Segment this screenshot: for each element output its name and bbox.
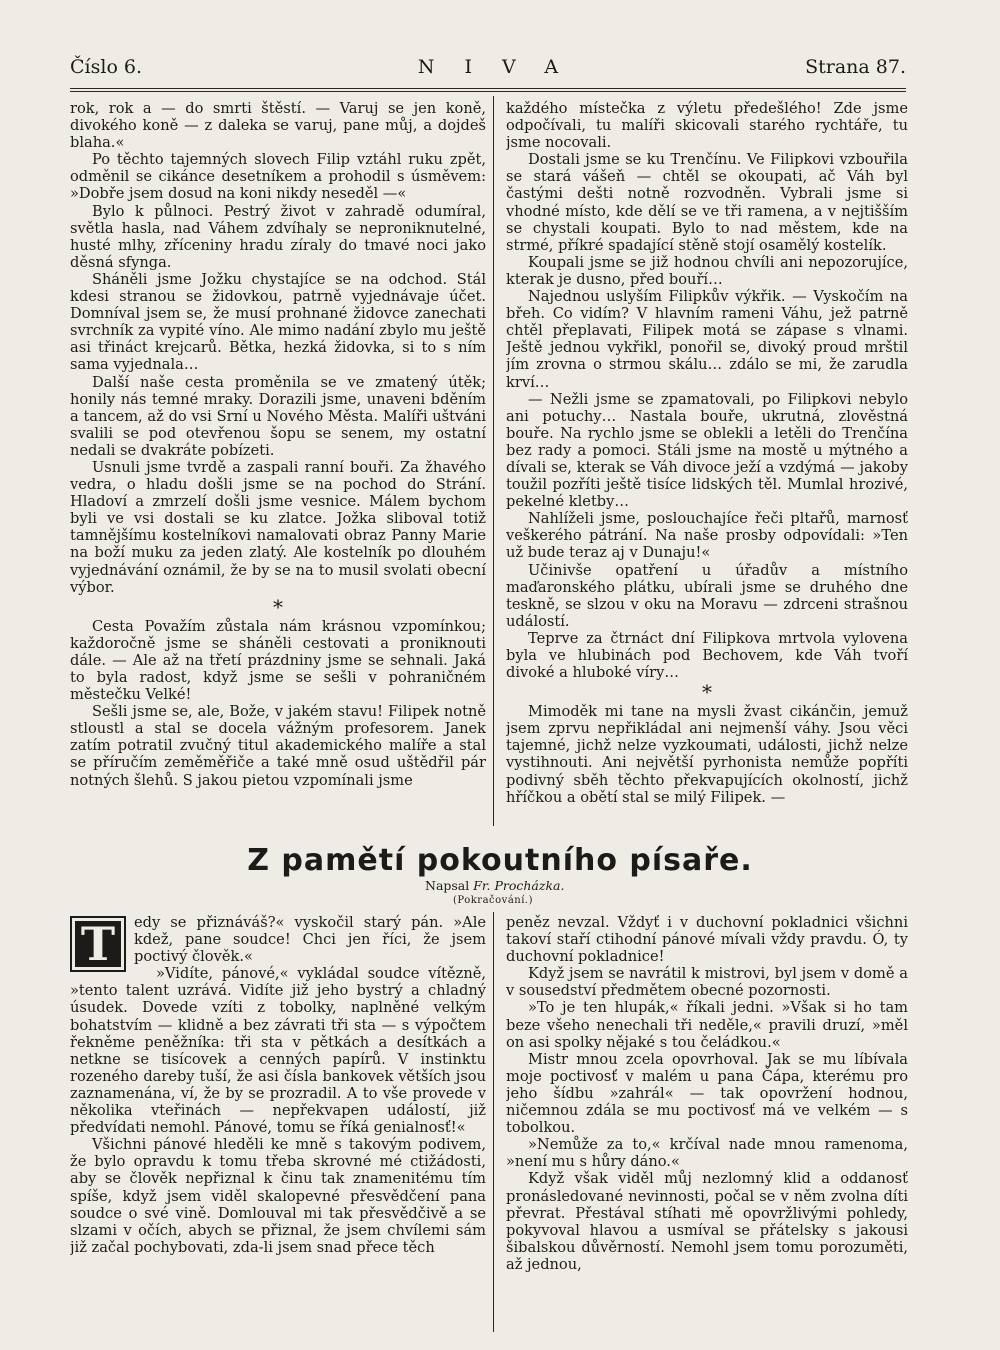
paragraph: Nahlíželi jsme, poslouchajíce řeči pltařů, marnosť veškerého pátrání. Na naše prosby odpovídali: »Ten už bude teraz aj v Dunaju!«: [506, 510, 908, 562]
first-paragraph-text: edy se přiznáváš?« vyskočil starý pán. »Ale kdež, pane soudce! Chci jen říci, že jsem poctivý člověk.«: [134, 914, 486, 966]
header-rule-double: [70, 91, 906, 92]
paragraph: Mimoděk mi tane na mysli žvast cikánčin, jemuž jsem zprvu nepřikládal ani nejmenší váhy. Jsou věci tajemné, jichž nelze vyzkoumati, události, jichž nelze vystihnouti. Ani největší pyrhonista nemůže popříti podivný sběh těchto překvapujících okolností, jichž hříčkou a obětí stal se milý Filipek. —: [506, 703, 908, 806]
paragraph: peněz nevzal. Vždyť i v duchovní pokladnici všichni takoví staří ctihodní pánové mívali vždy pravdu. Ó, ty duchovní pokladnice!: [506, 914, 908, 966]
paragraph: Učinivše opatření u úřadův a místního maďaronského plátku, ubírali jsme se druhého dne teskně, se slzou v oku na Moravu — zdrceni strašnou událostí.: [506, 561, 908, 630]
paragraph: Když však viděl můj nezlomný klid a oddanosť pronásledované nevinnosti, počal se v něm zvolna díti převrat. Přestával stíhati mě opovržlivými pohledy, pokyvoval hlavou a usmíval se přátelsky s jakousi šibalskou důvěrností. Nemohl jsem tomu porozuměti, až jednou,: [506, 1170, 908, 1273]
paragraph: Další naše cesta proměnila se ve zmatený útěk; honily nás temné mraky. Dorazili jsme, unaveni bděním a tancem, až do vsi Srní u Nového Města. Malíři uštváni svalili se pod otevřenou šopu se senem, my ostatní nedali se dvakráte pobízeti.: [70, 373, 486, 459]
paragraph: Mistr mnou zcela opovrhoval. Jak se mu líbívala moje poctivosť v malém u pana Čápa, kterému pro jeho šídbu »zahrál« — tak opovržení hodnou, ničemnou zdála se mu poctivosť má ve velkém — s tobolkou.: [506, 1050, 908, 1137]
paragraph-first: [70, 914, 486, 971]
column-divider-bottom: [493, 912, 494, 1332]
section-separator: *: [273, 594, 283, 619]
paragraph: »Vidíte, pánové,« vykládal soudce vítězně, »tento talent uzrává. Vidíte již jeho bystrý a chladný úsudek. Dovede vzíti z tobolky, naplněné velkým bohatstvím — klidně a bez závrati tři sta — s výpočtem řekněme peněžníka: tři sta v pětkách a desítkách a netkne se tisícovek a cenných papírů. V instinktu rozeného dareby tuší, že asi čísla bankovek větších jsou zaznamenána, ví, že by se prozradil. A to vše provede v několika vteřinách — nepřekvapen událostí, již předvídati nemohl. Pánové, tomu se říká genialnosť!«: [70, 965, 486, 1137]
paragraph: — Nežli jsme se zpamatovali, po Filipkovi nebylo ani potuchy… Nastala bouře, ukrutná, zlověstná bouře. Na rychlo jsme se oblekli a letěli do Trenčína bez rady a pomoci. Stáli jsme na mostě u mýtného a dívali se, kterak se Váh divoce ježí a vzdýmá — jakoby toužil pozříti ještě tisíce lidských těl. Mumlal hrozivé, pekelné kletby…: [506, 390, 908, 511]
paragraph: rok, rok a — do smrti štěstí. — Varuj se jen koně, divokého koně — z daleka se varuj, pane můj, a dojdeš blaha.«: [70, 100, 486, 152]
column-3: [70, 914, 486, 1332]
column-4: [506, 914, 908, 1332]
page-header: [70, 50, 906, 80]
paragraph: Sháněli jsme Jožku chystajíce se na odchod. Stál kdesi stranou se židovkou, patrně vyjednávaje účet. Domníval jsem se, že musí prohnané židovce zanechati svrchník za vypité víno. Ale mimo nadání zbylo mu ještě asi třináct krejcarů. Bětka, hezká židovka, si to s ním sama vyjednala…: [70, 270, 486, 374]
page-number: Strana 87.: [805, 56, 906, 78]
column-1: [70, 100, 486, 826]
byline-prefix: Napsal: [425, 878, 470, 893]
paragraph: »Nemůže za to,« krčíval nade mnou ramenoma, »není mu s hůry dáno.«: [506, 1136, 908, 1171]
issue-number: Číslo 6.: [70, 56, 143, 78]
article-title: Z pamětí pokoutního písaře.: [247, 843, 753, 878]
section-separator: *: [702, 680, 712, 705]
article-byline: [425, 878, 564, 893]
column-divider-top: [493, 96, 494, 826]
author-name: Fr. Procházka.: [473, 878, 565, 893]
header-rule: [70, 88, 906, 89]
column-2: [506, 100, 908, 826]
paragraph: Usnuli jsme tvrdě a zaspali ranní bouři. Za žhavého vedra, o hladu došli jsme se na pochod do Strání. Hladoví a zmrzelí došli jsme vesnice. Málem bychom byli ve vsi dostali se ku zlatce. Jožka sliboval totiž tamnějšímu kostelníkovi namalovati obraz Panny Marie na boží muku za jeden zlatý. Ale kostelník po dlouhém vyjednávání oznámil, že by se na to musil svolati obecní výbor.: [70, 458, 486, 596]
paragraph: Když jsem se navrátil k mistrovi, byl jsem v domě a v sousedství předmětem obecné pozornosti.: [506, 965, 908, 1000]
paragraph: Bylo k půlnoci. Pestrý život v zahradě odumíral, světla hasla, nad Váhem zdvíhaly se neproniknutelné, husté mlhy, zříceniny hradu zíraly do tmavé noci jako děsná sfynga.: [70, 202, 486, 271]
continued-note: (Pokračování.): [453, 895, 533, 906]
paragraph: každého místečka z výletu předešlého! Zde jsme odpočívali, tu malíři skicovali starého rychtáře, tu jsme nocovali.: [506, 100, 908, 152]
paragraph: Sešli jsme se, ale, Bože, v jakém stavu! Filipek notně stloustl a stal se docela vážným profesorem. Janek zatím potratil zvučný titul akademického malíře a stal se příručím zeměměřiče a také mně osud uštědřil pár notných šlehů. S jakou pietou vzpomínali jsme: [70, 703, 486, 789]
paragraph: Cesta Považím zůstala nám krásnou vzpomínkou; každoročně jsme se sháněli cestovati a proniknouti dále. — Ale až na třetí prázdniny jsme se sehnali. Jaká to byla radost, když jsme se sešli v pohraničném městečku Velké!: [70, 617, 486, 704]
paragraph: Koupali jsme se již hodnou chvíli ani nepozorujíce, kterak je dusno, před bouří…: [506, 253, 908, 288]
paragraph: Najednou uslyším Filipkův výkřik. — Vyskočím na břeh. Co vidím? V hlavním rameni Váhu, jež patrně chtěl přeplavati, Filipek motá se zápase s vlnami. Ještě jednou vykřikl, ponořil se, divoký proud mrštil jím zrovna o strmou skálu… zdálo se mi, že zarudla krví…: [506, 288, 908, 391]
paragraph: Všichni pánové hleděli ke mně s takovým podivem, že bylo opravdu k tomu třeba skrovné mé ctižádosti, aby se člověk nepřiznal k činu tak znamenitému tím spíše, když jsem viděl skalopevné přesvědčení pana soudce o své vině. Domlouval mi tak přesvědčivě a se slzami v očích, abych se přiznal, že jsem chvílemi sám již začal pochybovati, zda-li jsem snad přece těch: [70, 1136, 486, 1256]
drop-cap-letter: T: [70, 916, 126, 972]
paragraph: Dostali jsme se ku Trenčínu. Ve Filipkovi vzbouřila se stará vášeň — chtěl se okoupati, ač Váh byl častými dešti notně rozvodněn. Vybrali jsme si vhodné místo, kde dělí se ve tři ramena, a v nejtišším se chystali koupati. Bylo to nad městem, kde na strmé, příkré spadající stěně stojí osamělý kostelík.: [506, 151, 908, 254]
journal-name: NIVA: [417, 56, 589, 78]
paragraph: Teprve za čtrnáct dní Filipkova mrtvola vylovena byla ve hlubinách pod Bechovem, kde Váh tvoří divoké a hluboké víry…: [506, 629, 908, 682]
paragraph: Po těchto tajemných slovech Filip vztáhl ruku zpět, odměnil se cikánce desetníkem a prohodil s úsměvem: »Dobře jsem dosud na koni nikdy neseděl —«: [70, 151, 486, 203]
paragraph: »To je ten hlupák,« říkali jedni. »Však si ho tam beze všeho nenechali tři neděle,« pravili druzí, »měl on asi spolky nějaké s tou čeládkou.«: [506, 999, 908, 1051]
